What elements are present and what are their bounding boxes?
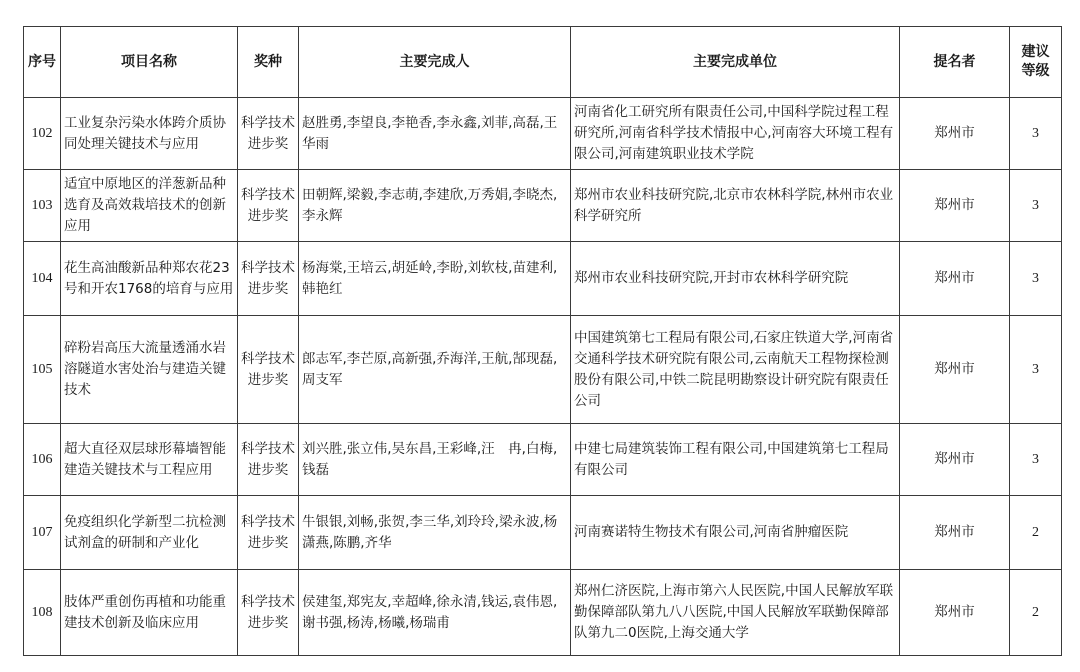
cell-units: 郑州市农业科技研究院,北京市农林科学院,林州市农业科学研究所 xyxy=(571,170,900,242)
cell-people: 田朝辉,梁毅,李志萌,李建欣,万秀娟,李晓杰,李永辉 xyxy=(299,170,571,242)
cell-num: 105 xyxy=(24,316,61,424)
cell-people: 郎志军,李芒原,高新强,乔海洋,王航,郜现磊,周支军 xyxy=(299,316,571,424)
cell-people: 侯建玺,郑宪友,幸超峰,徐永清,钱运,袁伟恩,谢书强,杨涛,杨曦,杨瑞甫 xyxy=(299,570,571,656)
cell-people: 刘兴胜,张立伟,吴东昌,王彩峰,汪 冉,白梅,钱磊 xyxy=(299,424,571,496)
table-row xyxy=(24,242,1062,316)
header-level: 建议等级 xyxy=(1010,27,1062,98)
cell-people: 牛银银,刘畅,张贺,李三华,刘玲玲,梁永波,杨潇燕,陈鹏,齐华 xyxy=(299,496,571,570)
table-row xyxy=(24,170,1062,242)
table-header-row xyxy=(24,27,1062,98)
header-nominator: 提名者 xyxy=(900,27,1010,98)
cell-level: 2 xyxy=(1010,570,1062,656)
cell-project: 适宜中原地区的洋葱新品种选育及高效栽培技术的创新应用 xyxy=(61,170,238,242)
cell-project: 免疫组织化学新型二抗检测试剂盒的研制和产业化 xyxy=(61,496,238,570)
cell-award: 科学技术进步奖 xyxy=(238,496,299,570)
cell-project: 碎粉岩高压大流量透涌水岩溶隧道水害处治与建造关键技术 xyxy=(61,316,238,424)
cell-nominator: 郑州市 xyxy=(900,424,1010,496)
table-row xyxy=(24,496,1062,570)
cell-num: 107 xyxy=(24,496,61,570)
cell-num: 103 xyxy=(24,170,61,242)
cell-units: 郑州仁济医院,上海市第六人民医院,中国人民解放军联勤保障部队第九八八医院,中国人民解放军联勤保障部队第九二0医院,上海交通大学 xyxy=(571,570,900,656)
cell-nominator: 郑州市 xyxy=(900,242,1010,316)
cell-level: 3 xyxy=(1010,170,1062,242)
header-project: 项目名称 xyxy=(61,27,238,98)
cell-units: 中建七局建筑装饰工程有限公司,中国建筑第七工程局有限公司 xyxy=(571,424,900,496)
cell-project: 工业复杂污染水体跨介质协同处理关键技术与应用 xyxy=(61,98,238,170)
cell-level: 3 xyxy=(1010,424,1062,496)
cell-people: 赵胜勇,李望良,李艳香,李永鑫,刘菲,高磊,王华雨 xyxy=(299,98,571,170)
cell-nominator: 郑州市 xyxy=(900,316,1010,424)
cell-level: 3 xyxy=(1010,242,1062,316)
header-people: 主要完成人 xyxy=(299,27,571,98)
cell-units: 河南省化工研究所有限责任公司,中国科学院过程工程研究所,河南省科学技术情报中心,河南容大环境工程有限公司,河南建筑职业技术学院 xyxy=(571,98,900,170)
cell-units: 河南赛诺特生物技术有限公司,河南省肿瘤医院 xyxy=(571,496,900,570)
table-row xyxy=(24,316,1062,424)
cell-num: 108 xyxy=(24,570,61,656)
cell-num: 104 xyxy=(24,242,61,316)
cell-project: 肢体严重创伤再植和功能重建技术创新及临床应用 xyxy=(61,570,238,656)
award-table-container xyxy=(23,26,1061,656)
cell-units: 郑州市农业科技研究院,开封市农林科学研究院 xyxy=(571,242,900,316)
cell-award: 科学技术进步奖 xyxy=(238,242,299,316)
cell-award: 科学技术进步奖 xyxy=(238,570,299,656)
cell-level: 3 xyxy=(1010,316,1062,424)
cell-units: 中国建筑第七工程局有限公司,石家庄铁道大学,河南省交通科学技术研究院有限公司,云南航天工程物探检测股份有限公司,中铁二院昆明勘察设计研究院有限责任公司 xyxy=(571,316,900,424)
cell-num: 106 xyxy=(24,424,61,496)
cell-award: 科学技术进步奖 xyxy=(238,98,299,170)
table-row xyxy=(24,98,1062,170)
cell-people: 杨海棠,王培云,胡延岭,李盼,刘软枝,苗建利,韩艳红 xyxy=(299,242,571,316)
cell-num: 102 xyxy=(24,98,61,170)
cell-level: 2 xyxy=(1010,496,1062,570)
cell-nominator: 郑州市 xyxy=(900,98,1010,170)
cell-award: 科学技术进步奖 xyxy=(238,316,299,424)
cell-award: 科学技术进步奖 xyxy=(238,424,299,496)
award-nomination-table xyxy=(23,26,1062,656)
header-award: 奖种 xyxy=(238,27,299,98)
header-seq: 序号 xyxy=(24,27,61,98)
table-row xyxy=(24,570,1062,656)
cell-award: 科学技术进步奖 xyxy=(238,170,299,242)
cell-project: 花生高油酸新品种郑农花23号和开农1768的培育与应用 xyxy=(61,242,238,316)
table-row xyxy=(24,424,1062,496)
cell-nominator: 郑州市 xyxy=(900,496,1010,570)
cell-project: 超大直径双层球形幕墙智能建造关键技术与工程应用 xyxy=(61,424,238,496)
cell-nominator: 郑州市 xyxy=(900,170,1010,242)
cell-nominator: 郑州市 xyxy=(900,570,1010,656)
header-units: 主要完成单位 xyxy=(571,27,900,98)
cell-level: 3 xyxy=(1010,98,1062,170)
